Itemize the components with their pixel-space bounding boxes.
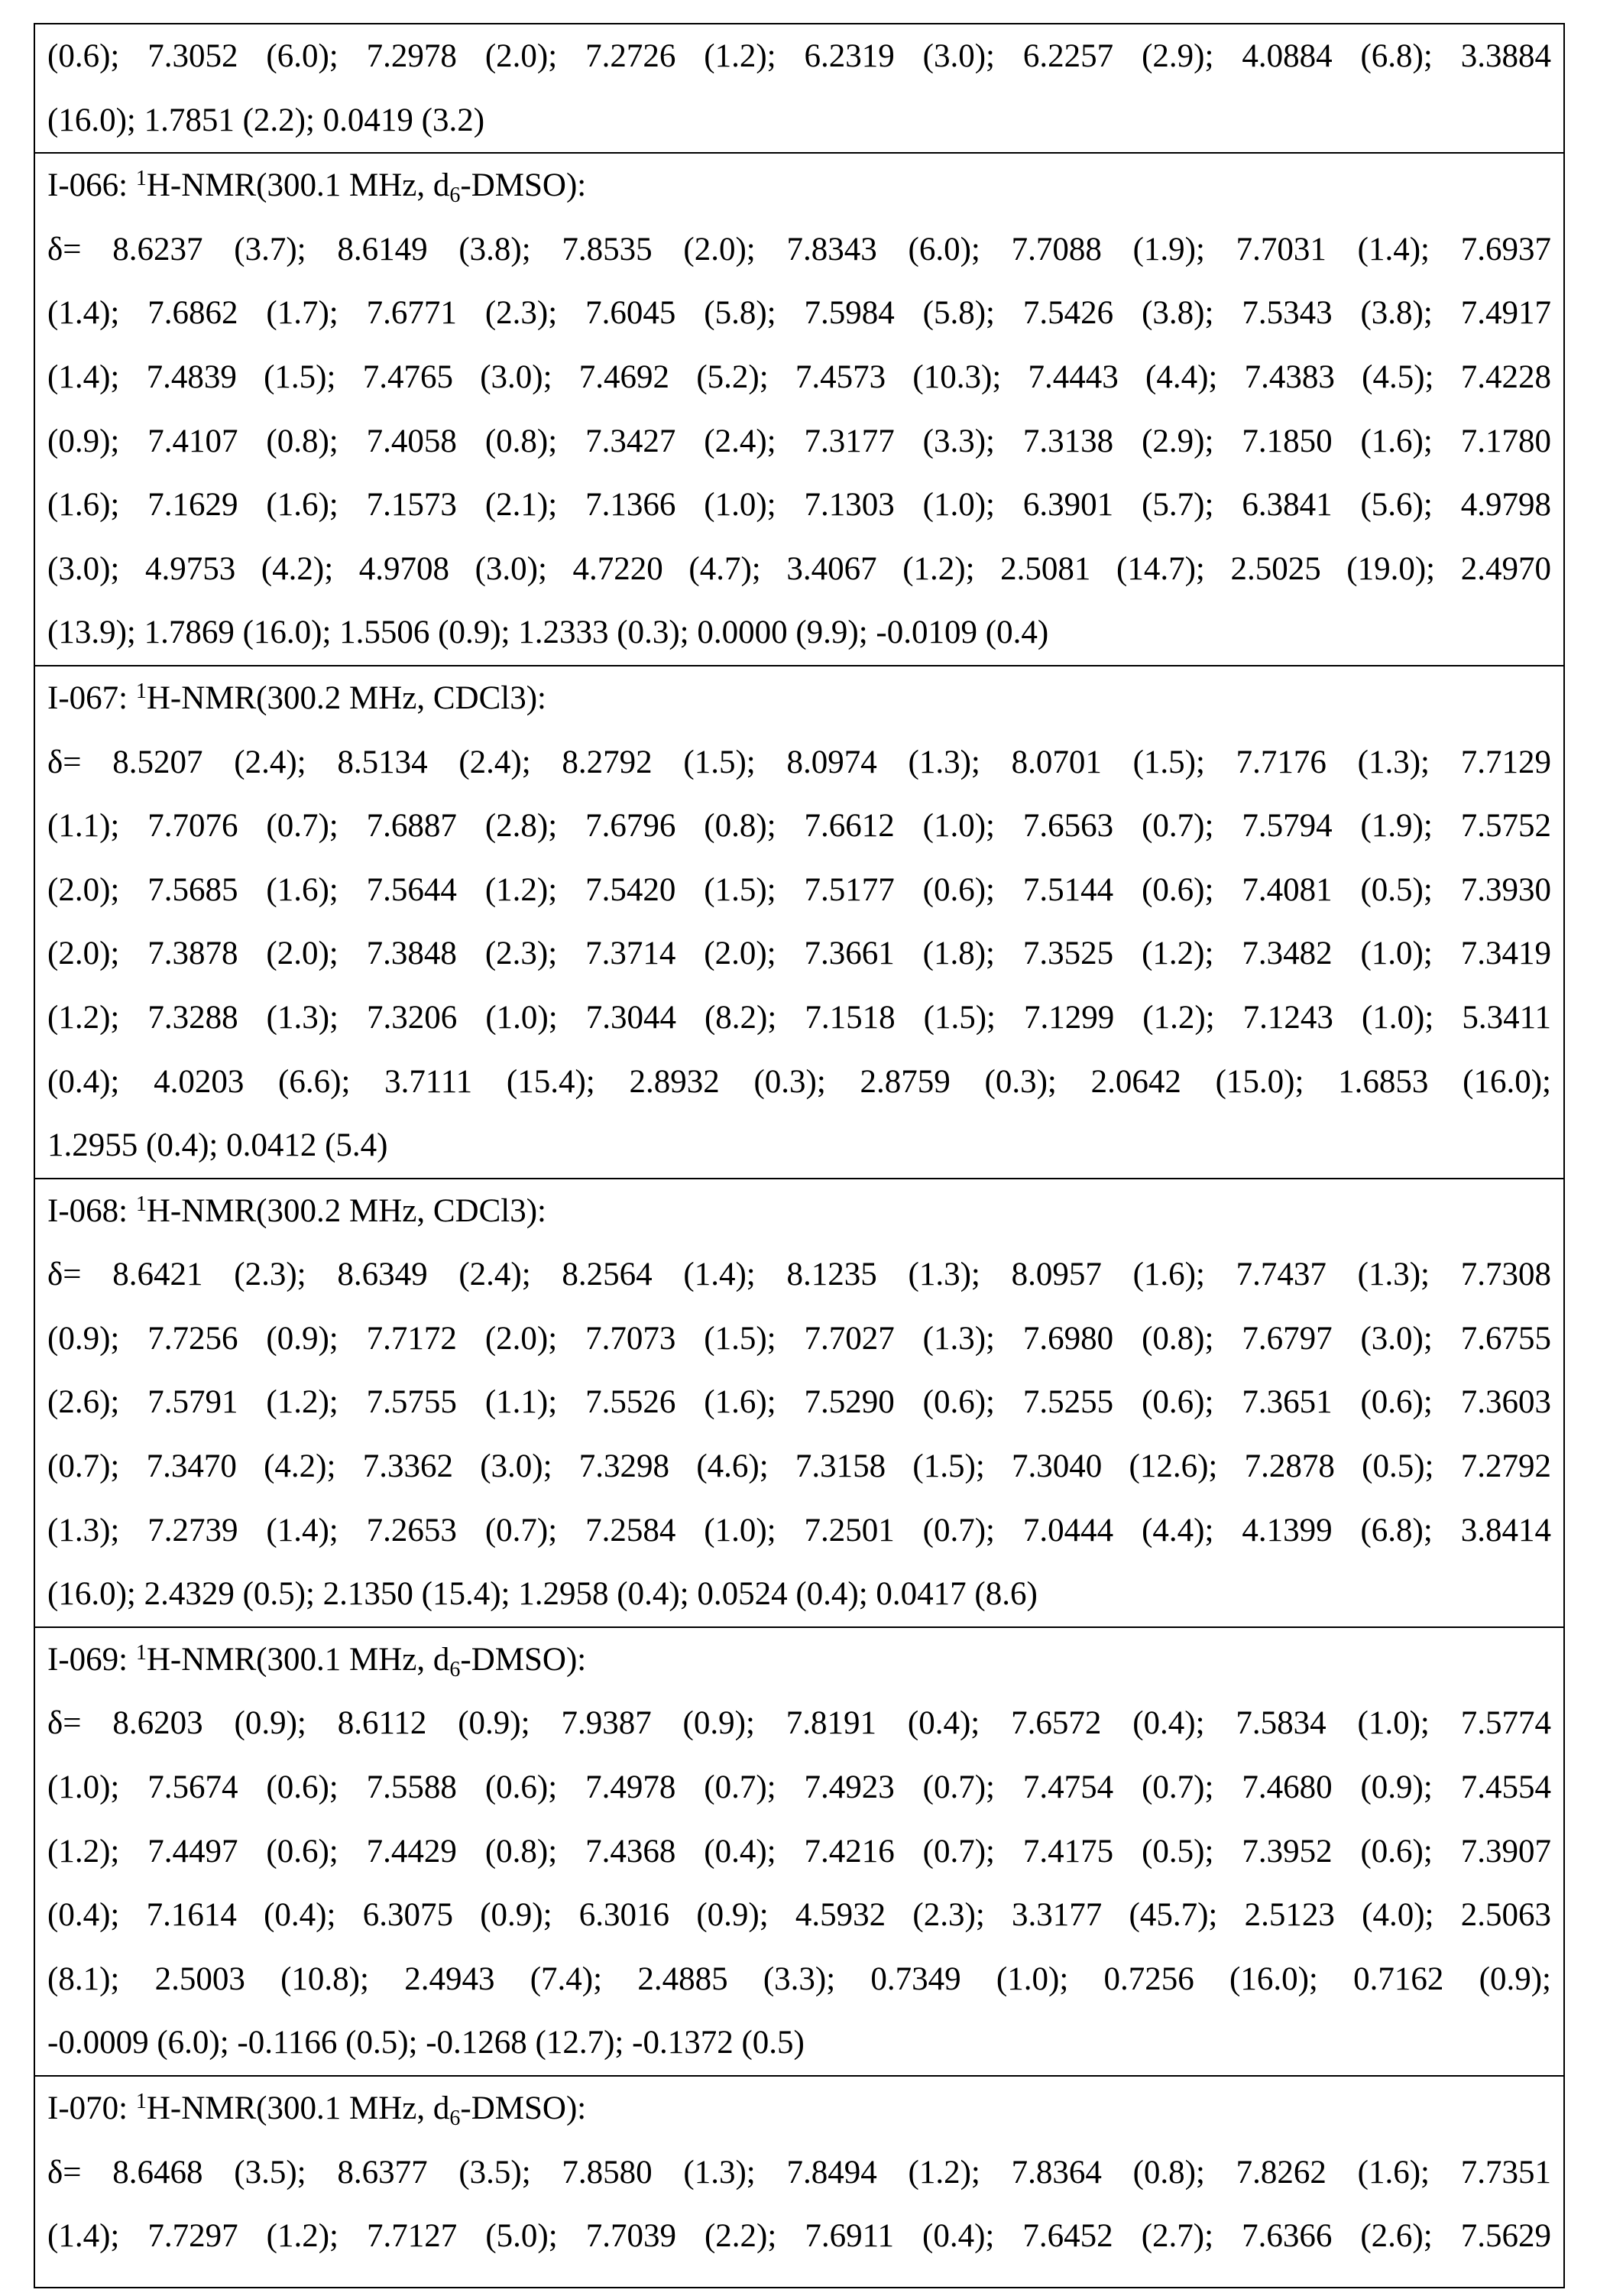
nmr-conditions: H-NMR(300.1 MHz, d [147,167,450,203]
isotope-superscript: 1 [136,2090,147,2113]
nmr-conditions: H-NMR(300.1 MHz, d [147,2090,450,2126]
shift-list-line: (16.0); 1.7851 (2.2); 0.0419 (3.2) [47,89,1551,153]
shift-list-line: (0.9); 7.7256 (0.9); 7.7172 (2.0); 7.7073 (1.5); 7.7027 (1.3); 7.6980 (0.8); 7.6797 (3.0); 7.6755 [47,1307,1551,1371]
nmr-data-table [34,23,1565,2288]
shift-list-line: (0.4); 7.1614 (0.4); 6.3075 (0.9); 6.3016 (0.9); 4.5932 (2.3); 3.3177 (45.7); 2.5123 (4.0); 2.5063 [47,1883,1551,1947]
isotope-superscript: 1 [136,167,147,190]
shift-list-line: (1.3); 7.2739 (1.4); 7.2653 (0.7); 7.2584 (1.0); 7.2501 (0.7); 7.0444 (4.4); 4.1399 (6.8); 3.8414 [47,1499,1551,1563]
isotope-superscript: 1 [136,1192,147,1216]
shift-list-line: (0.4); 4.0203 (6.6); 3.7111 (15.4); 2.8932 (0.3); 2.8759 (0.3); 2.0642 (15.0); 1.6853 (16.0); [47,1050,1551,1114]
shift-list-line: (1.2); 7.4497 (0.6); 7.4429 (0.8); 7.4368 (0.4); 7.4216 (0.7); 7.4175 (0.5); 7.3952 (0.6); 7.3907 [47,1820,1551,1884]
shift-list-line: (1.4); 7.7297 (1.2); 7.7127 (5.0); 7.7039 (2.2); 7.6911 (0.4); 7.6452 (2.7); 7.6366 (2.6); 7.5629 [47,2204,1551,2268]
shift-list-line: δ= 8.5207 (2.4); 8.5134 (2.4); 8.2792 (1.5); 8.0974 (1.3); 8.0701 (1.5); 7.7176 (1.3); 7.7129 [47,731,1551,795]
solvent-suffix: -DMSO): [460,1642,586,1678]
nmr-entry-row [35,1178,1563,1626]
shift-list-line: (2.6); 7.5791 (1.2); 7.5755 (1.1); 7.5526 (1.6); 7.5290 (0.6); 7.5255 (0.6); 7.3651 (0.6); 7.3603 [47,1370,1551,1435]
shift-list-line: (1.4); 7.6862 (1.7); 7.6771 (2.3); 7.6045 (5.8); 7.5984 (5.8); 7.5426 (3.8); 7.5343 (3.8); 7.4917 [47,281,1551,345]
nmr-entry-row [35,2075,1563,2287]
nmr-conditions: H-NMR(300.2 MHz, CDCl3): [147,1193,546,1229]
shift-list-line: δ= 8.6237 (3.7); 8.6149 (3.8); 7.8535 (2.0); 7.8343 (6.0); 7.7088 (1.9); 7.7031 (1.4); 7.6937 [47,218,1551,282]
shift-list-line: (2.0); 7.5685 (1.6); 7.5644 (1.2); 7.5420 (1.5); 7.5177 (0.6); 7.5144 (0.6); 7.4081 (0.5); 7.3930 [47,858,1551,923]
shift-list-line: (1.2); 7.3288 (1.3); 7.3206 (1.0); 7.3044 (8.2); 7.1518 (1.5); 7.1299 (1.2); 7.1243 (1.0); 5.3411 [47,986,1551,1050]
shift-list-line: (13.9); 1.7869 (16.0); 1.5506 (0.9); 1.2333 (0.3); 0.0000 (9.9); -0.0109 (0.4) [47,601,1551,665]
solvent-subscript: 6 [449,2106,460,2130]
compound-id: I-069: [47,1642,136,1678]
compound-header [47,1628,1551,1692]
compound-header [47,2077,1551,2141]
nmr-conditions: H-NMR(300.2 MHz, CDCl3): [147,680,546,716]
shift-list-line: (8.1); 2.5003 (10.8); 2.4943 (7.4); 2.4885 (3.3); 0.7349 (1.0); 0.7256 (16.0); 0.7162 (0.9); [47,1947,1551,2012]
shift-list-line: δ= 8.6421 (2.3); 8.6349 (2.4); 8.2564 (1.4); 8.1235 (1.3); 8.0957 (1.6); 7.7437 (1.3); 7.7308 [47,1243,1551,1307]
shift-list-line: (1.0); 7.5674 (0.6); 7.5588 (0.6); 7.4978 (0.7); 7.4923 (0.7); 7.4754 (0.7); 7.4680 (0.9); 7.4554 [47,1756,1551,1820]
compound-id: I-066: [47,167,136,203]
shift-list-line: (0.9); 7.4107 (0.8); 7.4058 (0.8); 7.3427 (2.4); 7.3177 (3.3); 7.3138 (2.9); 7.1850 (1.6); 7.1780 [47,410,1551,474]
compound-header [47,1179,1551,1244]
shift-list-line: (1.4); 7.4839 (1.5); 7.4765 (3.0); 7.4692 (5.2); 7.4573 (10.3); 7.4443 (4.4); 7.4383 (4.5); 7.4228 [47,345,1551,410]
shift-list-line: (1.1); 7.7076 (0.7); 7.6887 (2.8); 7.6796 (0.8); 7.6612 (1.0); 7.6563 (0.7); 7.5794 (1.9); 7.5752 [47,794,1551,858]
nmr-conditions: H-NMR(300.1 MHz, d [147,1642,450,1678]
shift-list-line: -0.0009 (6.0); -0.1166 (0.5); -0.1268 (12.7); -0.1372 (0.5) [47,2011,1551,2075]
shift-list-line: (0.6); 7.3052 (6.0); 7.2978 (2.0); 7.2726 (1.2); 6.2319 (3.0); 6.2257 (2.9); 4.0884 (6.8); 3.3884 [47,24,1551,89]
shift-list-line: δ= 8.6468 (3.5); 8.6377 (3.5); 7.8580 (1.3); 7.8494 (1.2); 7.8364 (0.8); 7.8262 (1.6); 7.7351 [47,2141,1551,2205]
nmr-entry-row [35,24,1563,152]
solvent-subscript: 6 [449,1658,460,1681]
nmr-entry-row [35,1626,1563,2075]
shift-list-line: (1.6); 7.1629 (1.6); 7.1573 (2.1); 7.1366 (1.0); 7.1303 (1.0); 6.3901 (5.7); 6.3841 (5.6); 4.9798 [47,473,1551,537]
shift-list-line: (0.7); 7.3470 (4.2); 7.3362 (3.0); 7.3298 (4.6); 7.3158 (1.5); 7.3040 (12.6); 7.2878 (0.5); 7.2792 [47,1435,1551,1499]
shift-list-line: (16.0); 2.4329 (0.5); 2.1350 (15.4); 1.2958 (0.4); 0.0524 (0.4); 0.0417 (8.6) [47,1562,1551,1626]
shift-list-line: (3.0); 4.9753 (4.2); 4.9708 (3.0); 4.7220 (4.7); 3.4067 (1.2); 2.5081 (14.7); 2.5025 (19.0); 2.4970 [47,537,1551,602]
compound-id: I-068: [47,1193,136,1229]
compound-header [47,666,1551,731]
solvent-suffix: -DMSO): [460,167,586,203]
nmr-entry-row [35,152,1563,665]
isotope-superscript: 1 [136,1641,147,1665]
compound-header [47,154,1551,218]
compound-id: I-067: [47,680,136,716]
shift-list-line: 1.2955 (0.4); 0.0412 (5.4) [47,1114,1551,1178]
solvent-suffix: -DMSO): [460,2090,586,2126]
isotope-superscript: 1 [136,679,147,703]
solvent-subscript: 6 [449,183,460,207]
shift-list-line: (2.0); 7.3878 (2.0); 7.3848 (2.3); 7.3714 (2.0); 7.3661 (1.8); 7.3525 (1.2); 7.3482 (1.0); 7.3419 [47,922,1551,986]
compound-id: I-070: [47,2090,136,2126]
shift-list-line: δ= 8.6203 (0.9); 8.6112 (0.9); 7.9387 (0.9); 7.8191 (0.4); 7.6572 (0.4); 7.5834 (1.0); 7.5774 [47,1691,1551,1756]
nmr-entry-row [35,665,1563,1178]
